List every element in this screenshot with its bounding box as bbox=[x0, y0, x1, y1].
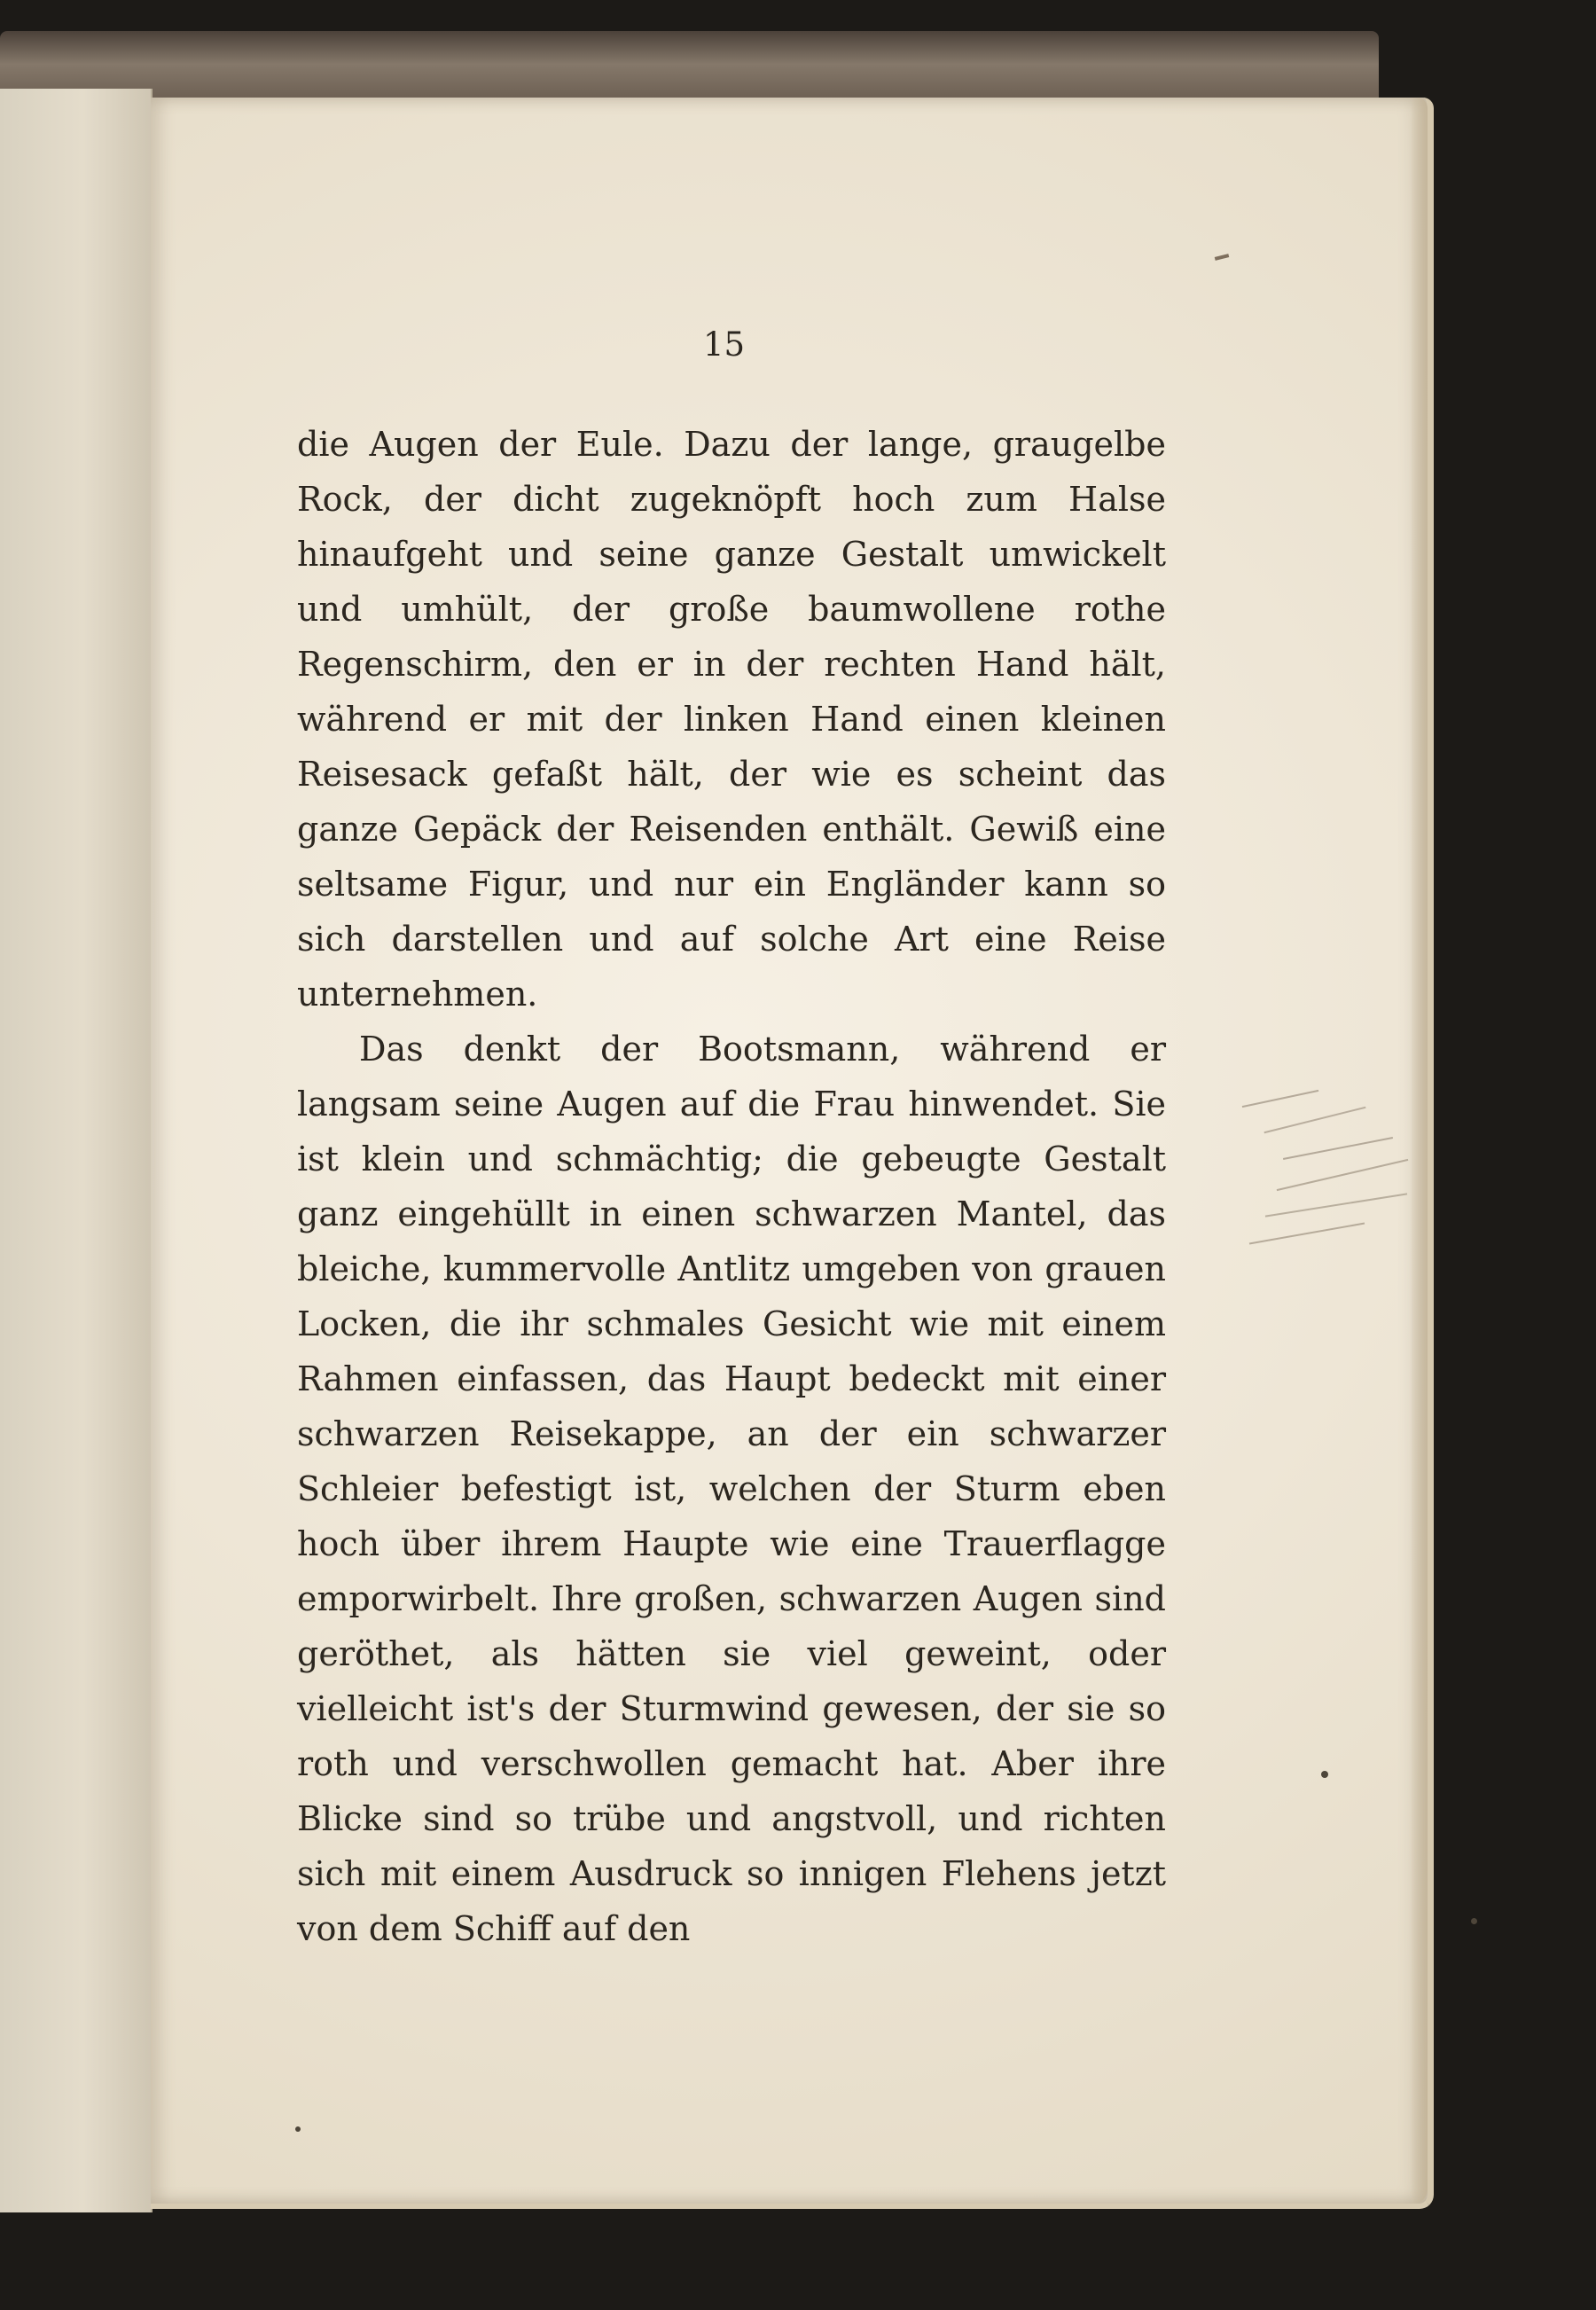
paragraph-2: Das denkt der Bootsmann, während er langsam seine Augen auf die Frau hinwendet. Sie ist klein und schmächtig; die gebeugte Gestalt ganz eingehüllt in einen schwarzen Mantel, das bleiche, kummervolle Antlitz umgeben von grauen Locken, die ihr schmales Gesicht wie mit einem Rahmen einfassen, das Haupt bedeckt mit einer schwarzen Reisekappe, an der ein schwarzer Schleier befestigt ist, welchen der Sturm eben hoch über ihrem Haupte wie eine Trauerflagge emporwirbelt. Ihre großen, schwarzen Augen sind geröthet, als hätten sie viel geweint, oder vielleicht ist's der Sturmwind gewesen, der sie so roth und verschwollen gemacht hat. Aber ihre Blicke sind so trübe und angstvoll, und richten sich mit einem Ausdruck so innigen Flehens jetzt von dem Schiff auf den bbox=[297, 1030, 1166, 1948]
book-spine-top bbox=[0, 31, 1379, 98]
page-number: 15 bbox=[703, 325, 746, 364]
margin-pencil-marks bbox=[1232, 1082, 1428, 1277]
paper-speck bbox=[1471, 1918, 1477, 1924]
main-text bbox=[297, 417, 1166, 1956]
paper-speck bbox=[295, 2126, 301, 2132]
paragraph-1: die Augen der Eule. Dazu der lange, graugelbe Rock, der dicht zugeknöpft hoch zum Halse hinaufgeht und seine ganze Gestalt umwickelt und umhült, der große baumwollene rothe Regenschirm, den er in der rechten Hand hält, während er mit der linken Hand einen kleinen Reisesack gefaßt hält, der wie es scheint das ganze Gepäck der Reisenden enthält. Gewiß eine seltsame Figur, und nur ein Engländer kann so sich darstellen und auf solche Art eine Reise unternehmen. bbox=[297, 425, 1166, 1014]
left-page-edge bbox=[0, 89, 153, 2212]
paper-speck bbox=[1321, 1771, 1328, 1778]
